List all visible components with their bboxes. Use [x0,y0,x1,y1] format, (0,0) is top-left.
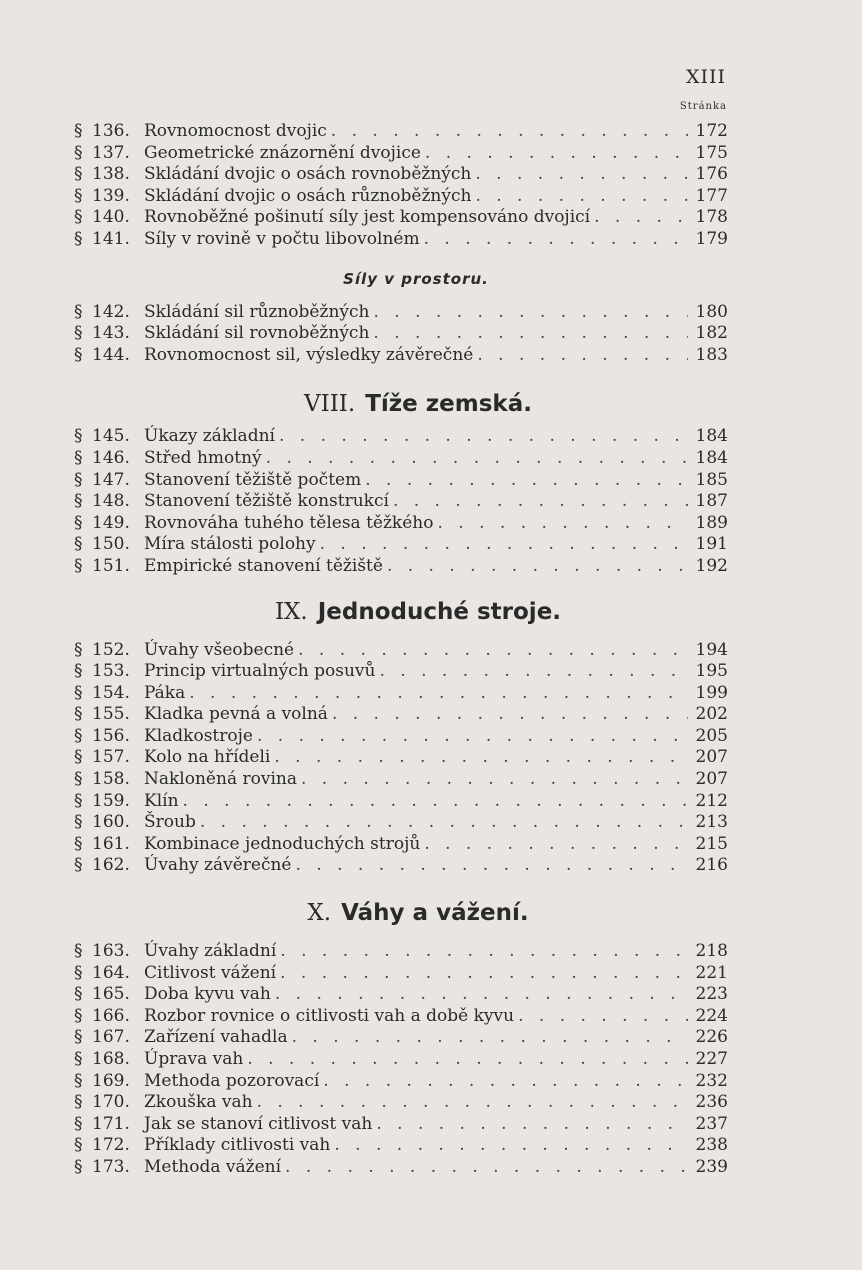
toc-entry [74,229,728,251]
toc-block-3 [74,426,728,577]
section-symbol: § [74,323,83,344]
section-number: 171. [92,1113,130,1134]
section-number: 138. [92,164,130,185]
dot-leader [279,426,688,446]
section-title: Rovnomocnost dvojic [144,121,327,141]
toc-entry [74,855,728,877]
subheading-sily-v-prostoru: Síly v prostoru. [343,269,489,288]
section-number: 152. [92,639,130,660]
toc-entry [74,186,728,208]
toc-entry [74,963,728,985]
page-ref: 192 [695,555,728,576]
page-ref: 189 [695,512,728,533]
toc-block-1 [74,121,728,251]
section-title: Methoda vážení [144,1156,282,1177]
section-number: 140. [92,207,130,228]
section-title: Úvahy základní [144,941,277,962]
section-symbol: § [74,426,83,447]
toc-entry [74,640,728,662]
dot-leader [387,556,688,576]
page-ref: 191 [695,534,728,555]
page-ref: 207 [695,769,728,790]
toc-entry [74,302,728,324]
page-column-label: Stránka [679,101,727,112]
section-symbol: § [74,121,83,141]
section-number: 137. [92,142,130,163]
section-symbol: § [74,512,83,533]
page-ref: 218 [695,941,728,962]
section-symbol: § [74,207,83,228]
dot-leader [320,534,688,554]
toc-entry [74,143,728,165]
page-number: XIII [685,66,726,88]
section-title: Střed hmotný [144,447,262,468]
section-symbol: § [74,301,83,322]
section-title: Jak se stanoví citlivost vah [144,1113,373,1134]
page-ref: 194 [695,639,728,660]
section-symbol: § [74,1156,83,1177]
dot-leader [274,747,688,767]
dot-leader [296,855,689,875]
toc-entry [74,1092,728,1114]
toc-entry [74,426,728,448]
dot-leader [257,1092,688,1112]
dot-leader [257,726,688,746]
toc-entry [74,1114,728,1136]
page-ref: 224 [695,1005,728,1026]
dot-leader [331,121,688,141]
toc-entry [74,534,728,556]
section-symbol: § [74,1049,83,1069]
toc-entry [74,704,728,726]
page-ref: 183 [695,344,728,365]
section-number: 144. [92,344,130,365]
chapter-title: Váhy a vážení. [341,900,529,927]
section-number: 148. [92,491,130,512]
section-number: 164. [92,962,130,983]
section-symbol: § [74,491,83,512]
section-title: Rovnomocnost sil, výsledky závěrečné [144,344,474,365]
toc-entry [74,207,728,229]
section-number: 143. [92,323,130,344]
dot-leader [594,207,688,227]
section-number: 150. [92,534,130,555]
section-number: 162. [92,855,130,876]
dot-leader [518,1006,688,1026]
section-title: Citlivost vážení [144,962,277,983]
dot-leader [437,513,688,533]
section-symbol: § [74,769,83,790]
section-title: Úvahy všeobecné [144,639,295,660]
section-number: 147. [92,469,130,490]
dot-leader [301,769,688,789]
dot-leader [475,186,688,206]
section-title: Kolo na hřídeli [144,747,271,768]
dot-leader [475,164,688,184]
section-title: Skládání dvojic o osách rovnoběžných [144,164,472,185]
toc-entry [74,513,728,535]
section-title: Příklady citlivosti vah [144,1135,331,1156]
page-ref: 221 [695,962,728,983]
section-symbol: § [74,639,83,660]
section-title: Míra stálosti polohy [144,534,316,555]
page-ref: 195 [695,661,728,682]
page-ref: 232 [695,1070,728,1091]
dot-leader [376,1114,688,1134]
chapter-title: Tíže zemská. [365,391,532,418]
page-ref: 182 [695,323,728,344]
dot-leader [424,834,688,854]
section-number: 139. [92,185,130,206]
section-number: 169. [92,1070,130,1091]
section-symbol: § [74,142,83,163]
page-ref: 227 [695,1049,728,1069]
toc-entry [74,834,728,856]
page-ref: 205 [695,725,728,746]
section-symbol: § [74,555,83,576]
section-title: Rovnoběžné pošinutí síly jest kompensováno dvojicí [144,207,591,228]
toc-entry [74,769,728,791]
toc-entry [74,1071,728,1093]
chapter-roman: VIII. [304,391,356,418]
section-title: Rovnováha tuhého tělesa těžkého [144,512,434,533]
dot-leader [425,143,688,163]
page-ref: 185 [695,469,728,490]
section-title: Skládání sil různoběžných [144,301,370,322]
dot-leader [189,683,688,703]
toc-entry [74,683,728,705]
toc-entry [74,121,728,143]
chapter-title: Jednoduché stroje. [317,598,562,625]
section-title: Páka [144,682,186,703]
dot-leader [424,229,688,249]
section-number: 159. [92,790,130,811]
dot-leader [373,302,688,322]
page-ref: 179 [695,228,728,249]
section-symbol: § [74,1027,83,1048]
toc-entry [74,1135,728,1157]
page-ref: 239 [695,1156,728,1177]
toc-block-5 [74,941,728,1179]
section-symbol: § [74,1070,83,1091]
page-ref: 216 [695,855,728,876]
section-number: 170. [92,1092,130,1113]
toc-entry [74,323,728,345]
toc-entry [74,1049,728,1071]
page-ref: 213 [695,812,728,833]
dot-leader [379,661,688,681]
section-number: 142. [92,301,130,322]
section-symbol: § [74,1092,83,1113]
section-number: 172. [92,1135,130,1156]
section-title: Princip virtualných posuvů [144,661,376,682]
section-title: Síly v rovině v počtu libovolném [144,228,420,249]
dot-leader [183,791,688,811]
page-ref: 172 [695,121,728,141]
toc-entry [74,1027,728,1049]
dot-leader [477,345,688,365]
toc-entry [74,345,728,367]
section-title: Doba kyvu vah [144,984,271,1005]
section-number: 168. [92,1049,130,1069]
section-symbol: § [74,855,83,876]
toc-entry [74,1157,728,1179]
section-number: 149. [92,512,130,533]
section-number: 157. [92,747,130,768]
section-title: Empirické stanovení těžiště [144,555,383,576]
toc-entry [74,941,728,963]
section-title: Stanovení těžiště konstrukcí [144,491,389,512]
section-title: Rozbor rovnice o citlivosti vah a době kyvu [144,1005,515,1026]
toc-entry [74,791,728,813]
section-number: 156. [92,725,130,746]
section-symbol: § [74,534,83,555]
page-ref: 184 [695,426,728,447]
dot-leader [323,1071,688,1091]
dot-leader [292,1027,688,1047]
table-of-contents [74,121,728,1179]
toc-entry [74,812,728,834]
section-symbol: § [74,725,83,746]
section-title: Stanovení těžiště počtem [144,469,362,490]
section-title: Šroub [144,812,196,833]
section-number: 151. [92,555,130,576]
section-symbol: § [74,704,83,725]
dot-leader [200,812,688,832]
toc-block-2 [74,302,728,367]
toc-entry [74,1006,728,1028]
dot-leader [280,963,688,983]
page-ref: 212 [695,790,728,811]
section-number: 145. [92,426,130,447]
section-symbol: § [74,941,83,962]
section-symbol: § [74,790,83,811]
section-symbol: § [74,984,83,1005]
toc-entry [74,984,728,1006]
dot-leader [298,640,688,660]
section-number: 160. [92,812,130,833]
page-ref: 202 [695,704,728,725]
toc-entry [74,556,728,578]
page-ref: 207 [695,747,728,768]
page-ref: 176 [695,164,728,185]
section-symbol: § [74,962,83,983]
section-number: 158. [92,769,130,790]
dot-leader [393,491,688,511]
section-symbol: § [74,1135,83,1156]
section-symbol: § [74,344,83,365]
toc-entry [74,448,728,470]
page-ref: 177 [695,185,728,206]
section-symbol: § [74,447,83,468]
section-number: 165. [92,984,130,1005]
toc-entry [74,470,728,492]
section-number: 167. [92,1027,130,1048]
chapter-heading-ix [74,596,728,628]
page-ref: 226 [695,1027,728,1048]
section-title: Geometrické znázornění dvojice [144,142,421,163]
page-ref: 237 [695,1113,728,1134]
section-symbol: § [74,661,83,682]
page-ref: 238 [695,1135,728,1156]
section-number: 153. [92,661,130,682]
dot-leader [247,1049,688,1069]
section-symbol: § [74,164,83,185]
toc-entry [74,661,728,683]
section-title: Methoda pozorovací [144,1070,320,1091]
page-ref: 184 [695,447,728,468]
section-number: 163. [92,941,130,962]
section-number: 161. [92,833,130,854]
section-number: 155. [92,704,130,725]
dot-leader [266,448,688,468]
page-ref: 223 [695,984,728,1005]
section-number: 154. [92,682,130,703]
section-symbol: § [74,1113,83,1134]
page-ref: 187 [695,491,728,512]
page-ref: 180 [695,301,728,322]
section-title: Skládání dvojic o osách různoběžných [144,185,472,206]
section-title: Skládání sil rovnoběžných [144,323,370,344]
section-symbol: § [74,747,83,768]
toc-block-4 [74,640,728,878]
chapter-roman: IX. [274,598,308,625]
dot-leader [365,470,688,490]
page-ref: 215 [695,833,728,854]
section-title: Nakloněná rovina [144,769,297,790]
section-symbol: § [74,682,83,703]
section-title: Úkazy základní [144,426,275,447]
chapter-heading-viii [74,388,728,420]
page-ref: 236 [695,1092,728,1113]
section-number: 136. [92,121,130,141]
section-symbol: § [74,185,83,206]
section-title: Kladkostroje [144,725,253,746]
section-number: 173. [92,1156,130,1177]
section-number: 141. [92,228,130,249]
dot-leader [280,941,688,961]
section-title: Kladka pevná a volná [144,704,328,725]
chapter-roman: X. [307,900,332,927]
dot-leader [334,1135,688,1155]
toc-entry [74,726,728,748]
dot-leader [285,1157,688,1177]
dot-leader [332,704,688,724]
section-title: Zkouška vah [144,1092,253,1113]
section-title: Kombinace jednoduchých strojů [144,833,421,854]
page-ref: 199 [695,682,728,703]
section-symbol: § [74,1005,83,1026]
section-symbol: § [74,833,83,854]
chapter-heading-x [74,897,728,929]
section-symbol: § [74,812,83,833]
dot-leader [373,323,688,343]
section-number: 146. [92,447,130,468]
page-ref: 178 [695,207,728,228]
toc-entry [74,164,728,186]
section-title: Úprava vah [144,1049,244,1069]
page-ref: 175 [695,142,728,163]
toc-entry [74,491,728,513]
dot-leader [275,984,688,1004]
section-title: Úvahy závěrečné [144,855,292,876]
section-number: 166. [92,1005,130,1026]
section-symbol: § [74,469,83,490]
section-title: Zařízení vahadla [144,1027,288,1048]
section-symbol: § [74,228,83,249]
section-title: Klín [144,790,179,811]
toc-entry [74,747,728,769]
